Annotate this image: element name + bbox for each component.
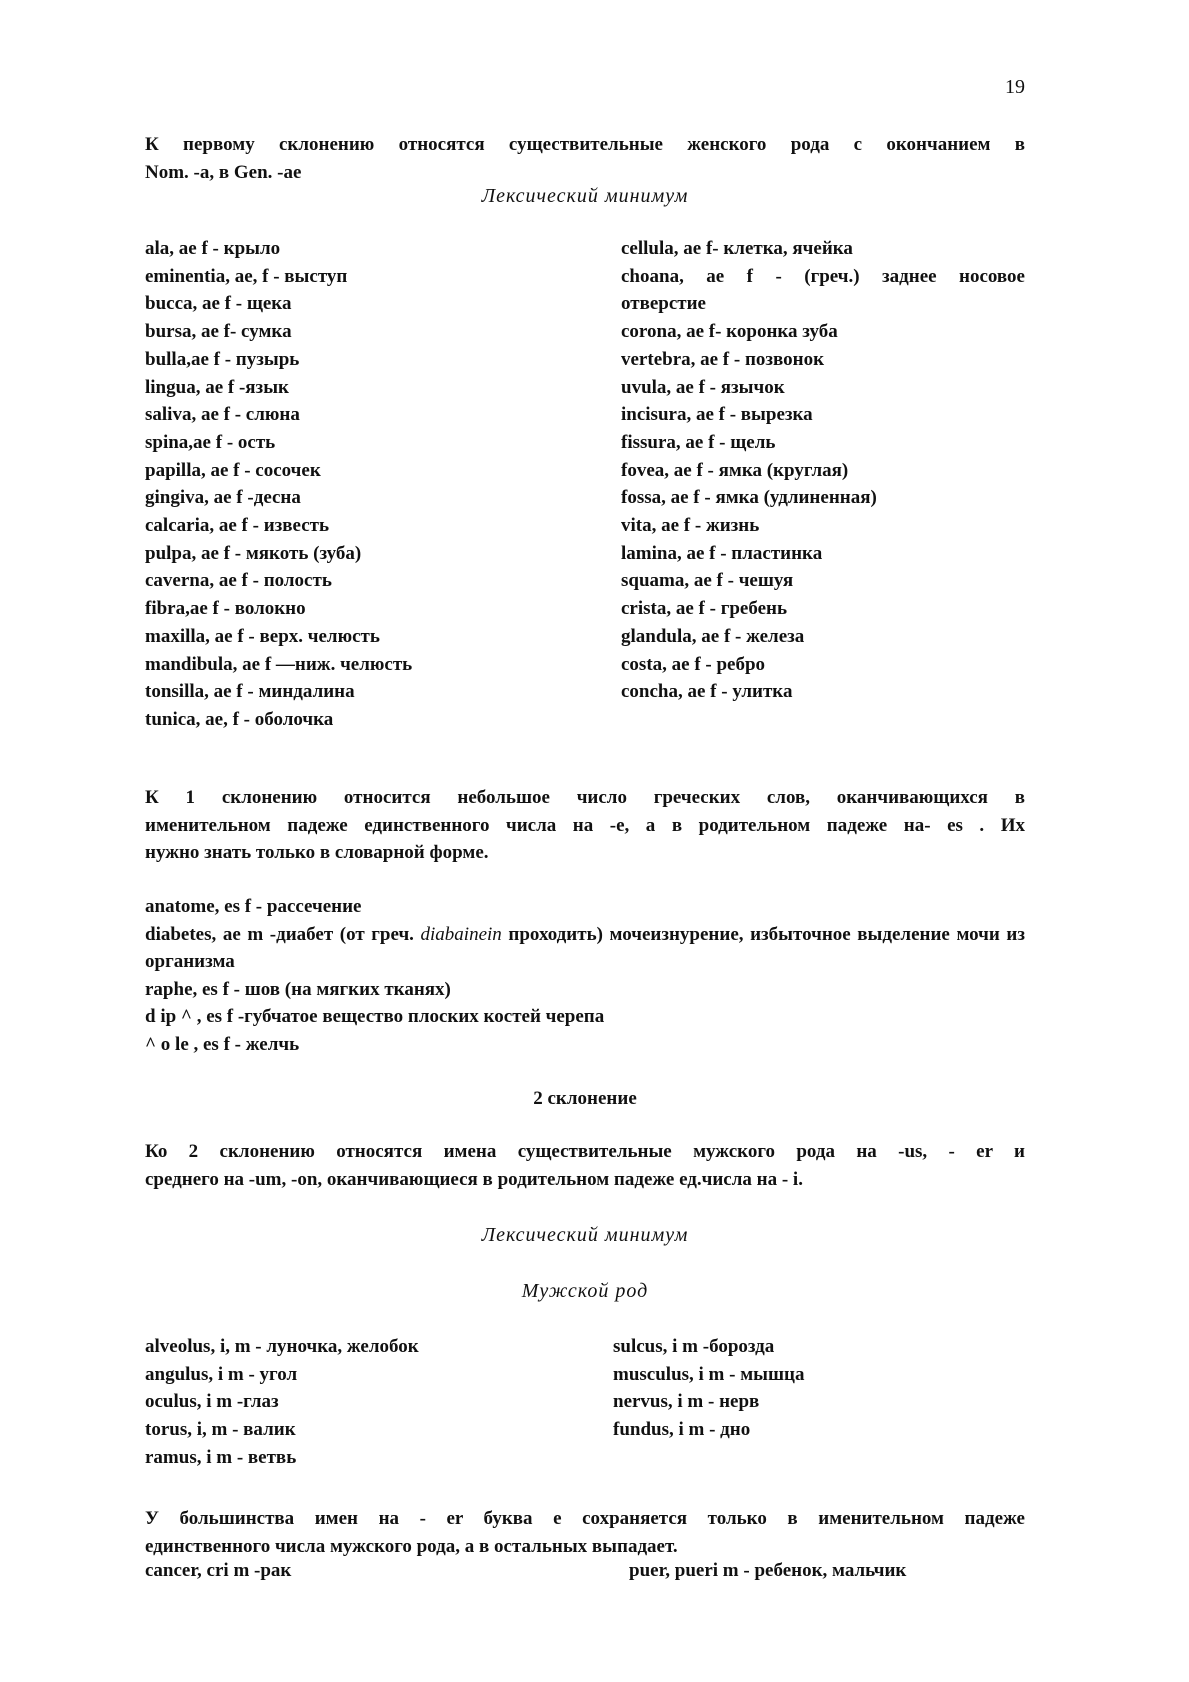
vocab-item: concha, ae f - улитка bbox=[621, 681, 793, 703]
diabetes-text-b: проходить) мочеизнурение, избыточное выделение мочи из организма bbox=[145, 923, 1025, 972]
vocab-item: vita, ae f - жизнь bbox=[621, 515, 760, 537]
er-line-1: У большинства имен на - er буква е сохраняется только в именительном падеже bbox=[145, 1508, 1025, 1529]
vocab-item: spina,ae f - ость bbox=[145, 431, 276, 453]
vocab-item: choana, ae f - (греч.) заднее носовое bbox=[621, 265, 1025, 287]
vocab-item: bucca, ae f - щека bbox=[145, 293, 292, 315]
vocab-item: tunica, ae, f - оболочка bbox=[145, 708, 334, 730]
vocab-item: crista, ae f - гребень bbox=[621, 598, 788, 620]
vocab-item: caverna, ae f - полость bbox=[145, 570, 332, 592]
vocab-item: ramus, i m - ветвь bbox=[145, 1446, 297, 1468]
vocab-item: incisura, ae f - вырезка bbox=[621, 404, 813, 426]
vocab-item: oculus, i m -глаз bbox=[145, 1391, 279, 1413]
vocab-item: nervus, i m - нерв bbox=[613, 1391, 760, 1413]
vocab-item: cellula, ae f- клетка, ячейка bbox=[621, 238, 853, 259]
greek-item-diabetes bbox=[145, 921, 1025, 976]
vocab2-left-column bbox=[145, 1333, 565, 1472]
diabetes-etymology: diabainein bbox=[420, 923, 502, 945]
vocab-item: bursa, ae f- сумка bbox=[145, 321, 292, 343]
vocab-item: saliva, ae f - слюна bbox=[145, 404, 300, 426]
greek-paragraph bbox=[145, 784, 1025, 867]
intro-line-1: К первому склонению относятся существительные женского рода с окончанием в bbox=[145, 134, 1025, 155]
greek-item-chole: ^ o le , es f - желчь bbox=[145, 1033, 300, 1055]
section-heading-lexical-minimum: Лексический минимум bbox=[481, 185, 689, 207]
greek-word-list bbox=[145, 893, 1025, 1058]
section-heading-lexical-minimum-2: Лексический минимум bbox=[481, 1224, 689, 1246]
greek-line-3: нужно знать только в словарной форме. bbox=[145, 842, 489, 863]
example-puer: puer, pueri m - ребенок, мальчик bbox=[629, 1560, 907, 1581]
vocab-item: lingua, ae f -язык bbox=[145, 376, 289, 398]
vocab-item: fibra,ae f - волокно bbox=[145, 598, 306, 620]
er-line-2: единственного числа мужского рода, а в остальных выпадает. bbox=[145, 1535, 678, 1557]
section-heading-declension-2: 2 склонение bbox=[533, 1088, 637, 1109]
document-page bbox=[145, 0, 1025, 1682]
vocab-item: torus, i, m - валик bbox=[145, 1419, 296, 1441]
vocab-item: fossa, ae f - ямка (удлиненная) bbox=[621, 487, 877, 509]
vocab-item: calcaria, ae f - известь bbox=[145, 515, 330, 537]
section-heading-masculine: Мужской род bbox=[521, 1280, 649, 1302]
vocab-item-continuation: отверстие bbox=[621, 293, 706, 315]
vocab-item: corona, ae f- коронка зуба bbox=[621, 321, 838, 343]
vocab-item: tonsilla, ae f - миндалина bbox=[145, 681, 355, 703]
vocab-item: lamina, ae f - пластинка bbox=[621, 542, 823, 564]
page-number: 19 bbox=[1005, 76, 1025, 98]
vocab-item: vertebra, ae f - позвонок bbox=[621, 348, 825, 370]
intro-paragraph bbox=[145, 131, 1025, 186]
decl2-line-1: Ко 2 склонению относятся имена существительные мужского рода на -us, - er и bbox=[145, 1141, 1025, 1162]
vocab-item: angulus, i m - угол bbox=[145, 1363, 298, 1385]
vocab-item: maxilla, ae f - верх. челюсть bbox=[145, 625, 380, 647]
vocab-item: costa, ae f - ребро bbox=[621, 653, 766, 675]
vocab-item: eminentia, ae, f - выступ bbox=[145, 265, 348, 287]
vocab-item: bulla,ae f - пузырь bbox=[145, 348, 300, 370]
greek-item-anatome: anatome, es f - рассечение bbox=[145, 896, 362, 917]
vocab1-left-column bbox=[145, 235, 565, 734]
vocab-item: mandibula, ae f —ниж. челюсть bbox=[145, 653, 413, 675]
er-paragraph bbox=[145, 1505, 1025, 1560]
vocab-item: fundus, i m - дно bbox=[613, 1419, 751, 1441]
vocab-item: fovea, ae f - ямка (круглая) bbox=[621, 459, 849, 481]
vocab1-right-column bbox=[621, 235, 1025, 706]
decl2-line-2: среднего на -um, -on, оканчивающиеся в родительном падеже ед.числа на - i. bbox=[145, 1168, 803, 1190]
vocab-item: uvula, ae f - язычок bbox=[621, 376, 785, 398]
example-cancer: cancer, cri m -рак bbox=[145, 1560, 292, 1581]
greek-line-1: К 1 склонению относится небольшое число греческих слов, оканчивающихся в bbox=[145, 787, 1025, 808]
greek-line-2: именительном падеже единственного числа на -е, а в родительном падеже на- es . Их bbox=[145, 814, 1025, 836]
vocab-item: gingiva, ae f -десна bbox=[145, 487, 301, 509]
greek-item-raphe: raphe, es f - шов (на мягких тканях) bbox=[145, 978, 451, 1000]
vocab2-right-column bbox=[613, 1333, 1025, 1444]
vocab-item: fissura, ae f - щель bbox=[621, 431, 776, 453]
diabetes-text-a: diabetes, ae m -диабет (от греч. bbox=[145, 923, 421, 945]
vocab-item: sulcus, i m -борозда bbox=[613, 1336, 775, 1357]
vocab-item: pulpa, ae f - мякоть (зуба) bbox=[145, 542, 362, 564]
intro-line-2: Nom. -а, в Gen. -ае bbox=[145, 161, 302, 183]
vocab-item: squama, ae f - чешуя bbox=[621, 570, 794, 592]
vocab-item: musculus, i m - мышца bbox=[613, 1363, 805, 1385]
vocab-item: alveolus, i, m - луночка, желобок bbox=[145, 1336, 419, 1357]
greek-item-diploe: d ip ^ , es f -губчатое вещество плоских костей черепа bbox=[145, 1006, 605, 1027]
vocab-item: glandula, ae f - железа bbox=[621, 625, 805, 647]
vocab-item: ala, ae f - крыло bbox=[145, 238, 281, 259]
declension2-paragraph bbox=[145, 1138, 1025, 1193]
vocab-item: papilla, ae f - сосочек bbox=[145, 459, 321, 481]
